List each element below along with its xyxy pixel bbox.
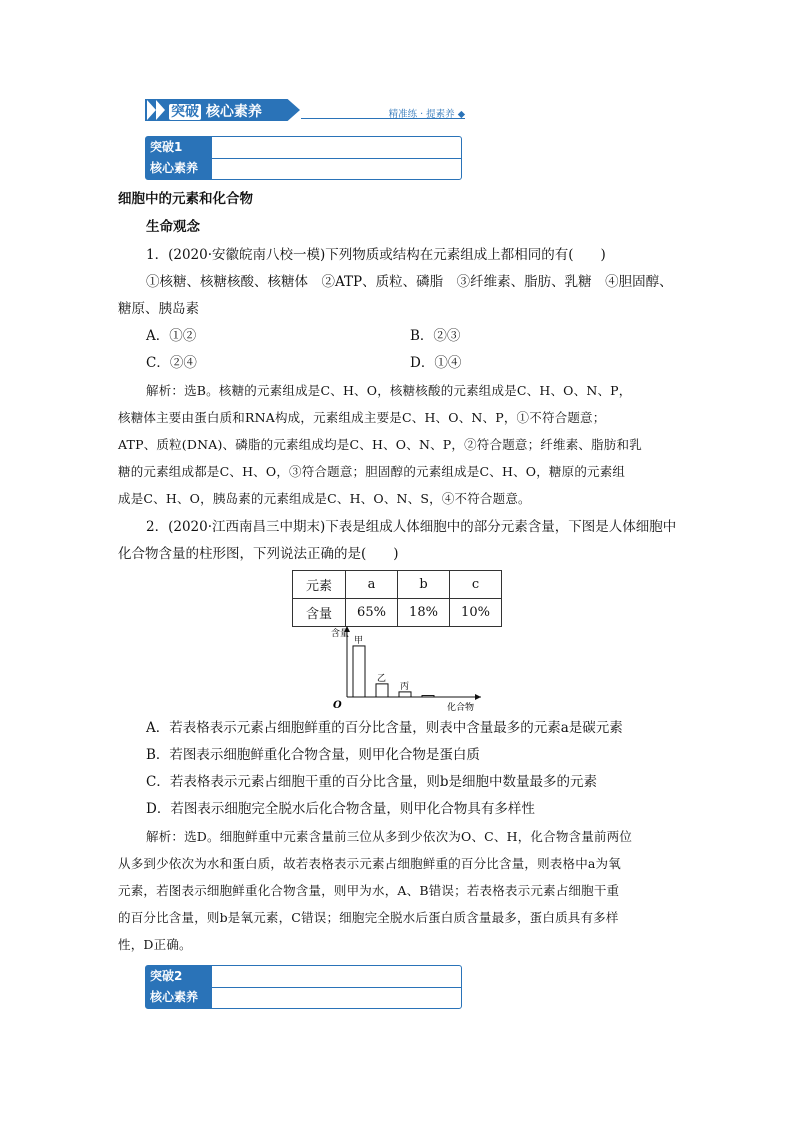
q2-explain-line: 从多到少依次为水和蛋白质，故若表格表示元素占细胞鲜重的百分比含量，则表格中a为氧	[118, 856, 621, 871]
q1-explain-line: 解析：选B。核糖的元素组成是C、H、O，核糖核酸的元素组成是C、H、O、N、P，	[146, 383, 632, 398]
box-label: 突破2	[146, 966, 212, 987]
banner-title-a: 突破	[171, 104, 199, 120]
origin-label: O	[333, 700, 342, 711]
section-title: 细胞中的元素和化合物	[118, 191, 253, 207]
chevron-right-icon	[156, 100, 165, 120]
table-cell: 10%	[450, 599, 502, 627]
q2-option-b: B．若图表示细胞鲜重化合物含量，则甲化合物是蛋白质	[146, 747, 480, 763]
table-cell: 元素	[293, 571, 346, 599]
bar-label: 乙	[377, 673, 387, 684]
q2-stem-cont: 化合物含量的柱形图，下列说法正确的是( )	[118, 546, 399, 562]
q2-option-c: C．若表格表示元素占细胞干重的百分比含量，则b是细胞中数量最多的元素	[146, 774, 597, 790]
banner-title-b: 核心素养	[205, 104, 262, 120]
subsection-title: 生命观念	[146, 219, 200, 235]
box-label: 突破1	[146, 137, 212, 158]
q1-items: ①核糖、核糖核酸、核糖体 ②ATP、质粒、磷脂 ③纤维素、脂肪、乳糖 ④胆固醇、	[146, 274, 673, 290]
table-cell: b	[398, 571, 450, 599]
section-banner	[145, 97, 465, 125]
q1-stem: 1．(2020·安徽皖南八校一模)下列物质或结构在元素组成上都相同的有( )	[146, 247, 606, 263]
bar-label: 甲	[354, 635, 364, 646]
bar	[353, 646, 365, 697]
element-table	[292, 570, 502, 627]
x-axis-arrow	[475, 694, 481, 700]
bar-label: 丙	[400, 681, 410, 692]
table-cell: a	[346, 571, 398, 599]
banner-side-text: 精准练 · 提素养 ◆	[388, 109, 465, 120]
box-label: 核心素养	[146, 158, 212, 179]
q1-explain-line: ATP、质粒(DNA)、磷脂的元素组成均是C、H、O、N、P，②符合题意；纤维素、脂肪和乳	[118, 437, 642, 452]
chevron-right-icon	[147, 100, 156, 120]
bar	[399, 692, 411, 697]
q2-stem: 2．(2020·江西南昌三中期末)下表是组成人体细胞中的部分元素含量，下图是人体细胞中	[146, 519, 677, 535]
q1-option-d: D．①④	[410, 355, 462, 371]
q1-explain-line: 糖的元素组成都是C、H、O，③符合题意；胆固醇的元素组成是C、H、O，糖原的元素组	[118, 464, 626, 479]
q2-explain-line: 元素，若图表示细胞鲜重化合物含量，则甲为水，A、B错误；若表格表示元素占细胞干重	[118, 883, 620, 898]
q2-explain-line: 的百分比含量，则b是氧元素，C错误；细胞完全脱水后蛋白质含量最多，蛋白质具有多样	[118, 910, 619, 925]
q1-option-b: B．②③	[410, 328, 461, 344]
q1-option-a: A．①②	[146, 328, 197, 344]
box-label: 核心素养	[146, 987, 212, 1008]
x-axis-label: 化合物	[447, 703, 475, 713]
q2-option-d: D．若图表示细胞完全脱水后化合物含量，则甲化合物具有多样性	[146, 801, 535, 817]
bar	[422, 696, 434, 697]
q1-items-cont: 糖原、胰岛素	[118, 301, 199, 317]
table-cell: c	[450, 571, 502, 599]
table-cell: 含量	[293, 599, 346, 627]
banner-title	[169, 101, 262, 121]
q1-option-c: C．②④	[146, 355, 197, 371]
table-row	[293, 571, 502, 599]
table-cell: 18%	[398, 599, 450, 627]
compound-bar-chart	[333, 624, 503, 716]
table-row	[293, 599, 502, 627]
q1-explain-line: 核糖体主要由蛋白质和RNA构成，元素组成主要是C、H、O、N、P，①不符合题意；	[118, 410, 606, 425]
q2-explain-line: 性，D正确。	[118, 937, 192, 952]
q1-explain-line: 成是C、H、O，胰岛素的元素组成是C、H、O、N、S，④不符合题意。	[118, 491, 531, 506]
y-axis-label: 含量	[331, 629, 350, 639]
breakthrough-box-2	[145, 965, 462, 1009]
table-cell: 65%	[346, 599, 398, 627]
bar	[376, 684, 388, 697]
q2-explain-line: 解析：选D。细胞鲜重中元素含量前三位从多到少依次为O、C、H，化合物含量前两位	[146, 829, 633, 844]
breakthrough-box-1	[145, 136, 462, 180]
q2-option-a: A．若表格表示元素占细胞鲜重的百分比含量，则表中含量最多的元素a是碳元素	[146, 720, 623, 736]
